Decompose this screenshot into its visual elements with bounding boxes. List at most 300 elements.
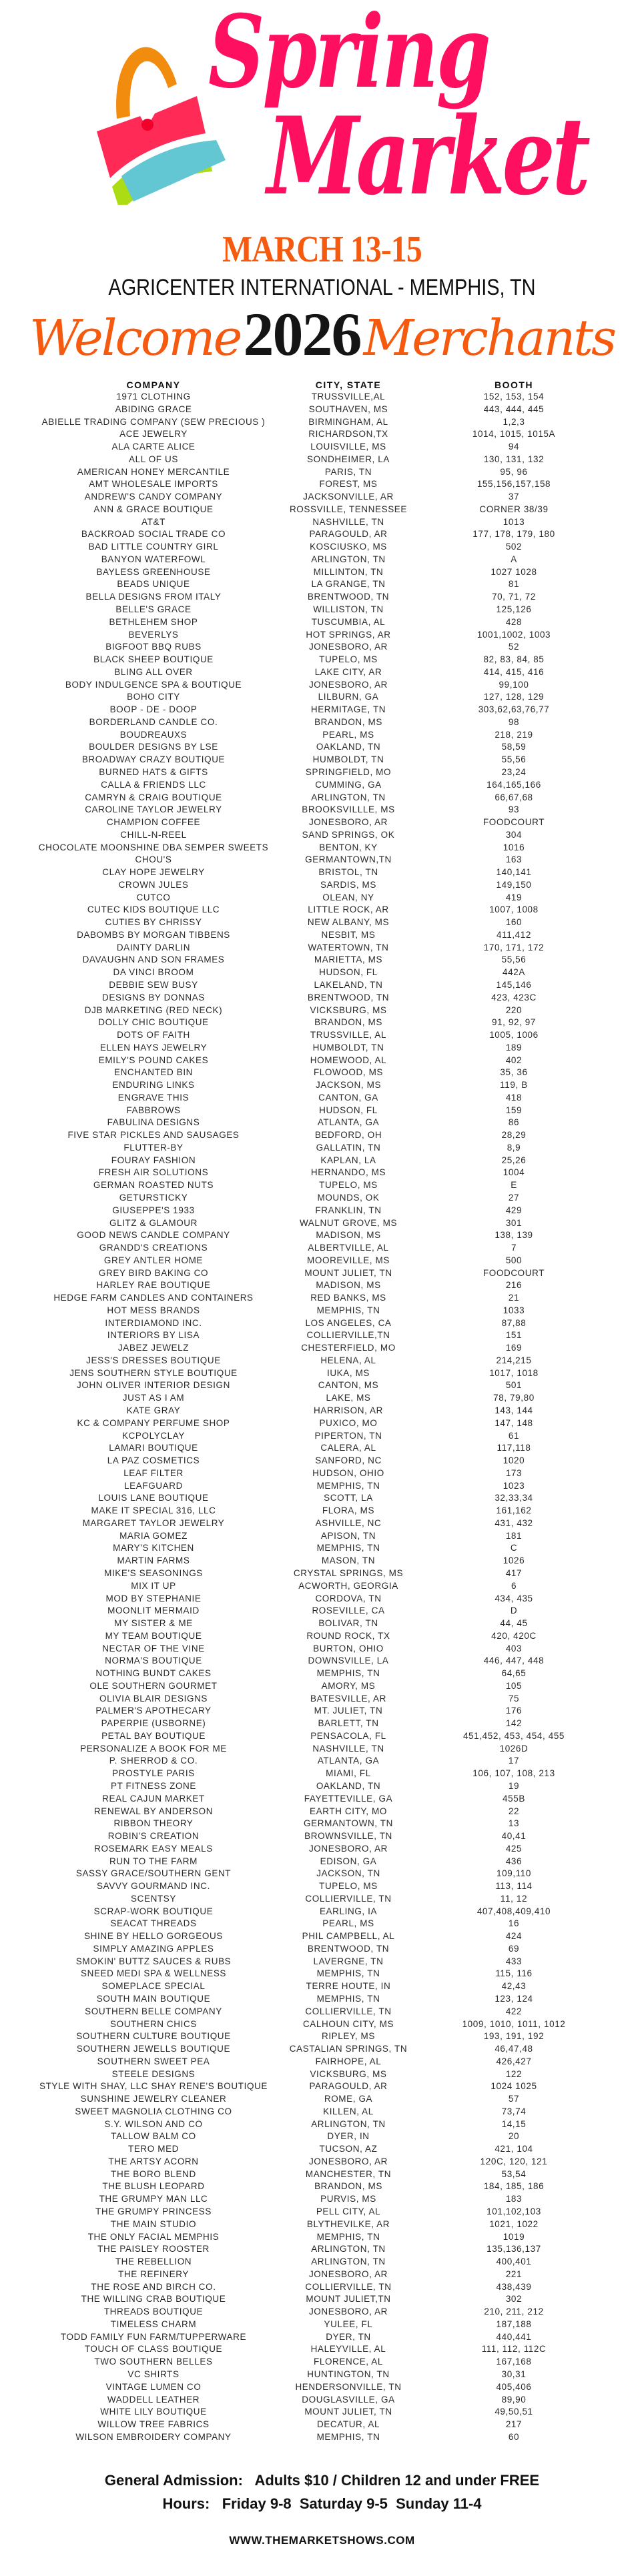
table-row: [0, 1329, 644, 1342]
table-row: [0, 967, 644, 979]
cell-company: TALLOW BALM CO: [111, 2131, 196, 2142]
cell-company: TWO SOUTHERN BELLES: [94, 2357, 213, 2367]
table-row: [0, 1968, 644, 1980]
table-row: [0, 1705, 644, 1718]
cell-city-state: CALERA, AL: [320, 1443, 376, 1453]
cell-city-state: BOLIVAR, TN: [318, 1618, 378, 1629]
table-row: [0, 2356, 644, 2369]
cell-booth: 119, B: [500, 1080, 528, 1091]
cell-company: DOLLY CHIC BOUTIQUE: [98, 1017, 209, 1028]
cell-booth: 37: [508, 492, 520, 502]
table-row: [0, 679, 644, 692]
cell-booth: 1004: [503, 1167, 525, 1178]
cell-city-state: NESBIT, MS: [321, 929, 376, 940]
table-row: [0, 1818, 644, 1830]
cell-city-state: KILLEN, AL: [323, 2106, 374, 2116]
cell-company: ALA CARTE ALICE: [111, 442, 196, 452]
cell-city-state: PELL CITY, AL: [316, 2206, 381, 2217]
cell-city-state: GERMANTOWN, TN: [304, 1818, 393, 1829]
cell-city-state: MOUNDS, OK: [317, 1193, 380, 1203]
cell-company: STEELE DESIGNS: [111, 2068, 196, 2079]
cell-city-state: ROUND ROCK, TX: [306, 1630, 390, 1641]
cell-booth: 93: [508, 804, 520, 815]
cell-city-state: MEMPHIS, TN: [316, 1968, 380, 1979]
cell-city-state: KAPLAN, LA: [320, 1155, 376, 1165]
table-row: [0, 2106, 644, 2118]
table-row: [0, 2080, 644, 2093]
cell-city-state: FLORENCE, AL: [314, 2357, 383, 2367]
cell-booth: 152, 153, 154: [483, 392, 545, 402]
cell-company: BOUDREAUXS: [119, 729, 188, 740]
cell-booth: 443, 444, 445: [483, 404, 545, 414]
table-row: [0, 629, 644, 642]
cell-company: BAD LITTLE COUNTRY GIRL: [88, 542, 219, 552]
table-row: [0, 2281, 644, 2294]
cell-company: BEVERLYS: [128, 629, 179, 640]
cell-company: WILSON EMBROIDERY COMPANY: [75, 2431, 232, 2442]
table-row: [0, 1505, 644, 1517]
cell-booth: 407,408,409,410: [476, 1906, 551, 1916]
website-link[interactable]: WWW.THEMARKETSHOWS.COM: [229, 2534, 415, 2547]
table-row: [0, 1467, 644, 1480]
cell-company: DOTS OF FAITH: [117, 1030, 190, 1041]
cell-booth: 143, 144: [495, 1405, 533, 1416]
cell-city-state: TUSCUMBIA, AL: [311, 616, 386, 627]
cell-booth: 99,100: [499, 679, 529, 690]
cell-company: ROSEMARK EASY MEALS: [94, 1843, 213, 1854]
cell-company: DA VINCI BROOM: [113, 967, 194, 978]
table-row: [0, 454, 644, 466]
cell-company: PERSONALIZE A BOOK FOR ME: [80, 1743, 227, 1754]
cell-booth: 17: [508, 1756, 520, 1766]
table-row: [0, 792, 644, 804]
cell-booth: 181: [505, 1530, 523, 1541]
cell-city-state: MARIETTA, MS: [314, 954, 383, 965]
cell-booth: 1027 1028: [491, 566, 537, 577]
cell-booth: 1001,1002, 1003: [476, 629, 551, 640]
table-row: [0, 829, 644, 842]
cell-city-state: SOUTHAVEN, MS: [308, 404, 388, 414]
cell-company: KC & COMPANY PERFUME SHOP: [77, 1417, 230, 1428]
cell-city-state: JONESBORO, AR: [308, 642, 388, 652]
cell-company: THE ROSE AND BIRCH CO.: [91, 2281, 216, 2292]
cell-city-state: CRYSTAL SPRINGS, MS: [293, 1567, 404, 1578]
table-row: [0, 1292, 644, 1305]
cell-company: THE PAISLEY ROOSTER: [97, 2244, 210, 2255]
cell-company: CHOU'S: [135, 854, 172, 865]
cell-city-state: LA GRANGE, TN: [311, 579, 386, 590]
table-row: [0, 2343, 644, 2356]
cell-company: BEADS UNIQUE: [117, 579, 190, 590]
table-row: [0, 391, 644, 404]
table-row: [0, 616, 644, 629]
column-header-booth: BOOTH: [494, 380, 534, 390]
cell-city-state: SANFORD, NC: [315, 1455, 382, 1466]
cell-city-state: DYER, TN: [326, 2331, 371, 2342]
table-row: [0, 554, 644, 566]
table-row: [0, 2293, 644, 2306]
cell-city-state: NEW ALBANY, MS: [307, 917, 390, 928]
table-row: [0, 729, 644, 742]
cell-booth: 55,56: [501, 754, 527, 765]
cell-booth: 14,15: [501, 2118, 527, 2129]
cell-city-state: SAND SPRINGS, OK: [302, 829, 395, 840]
table-row: [0, 528, 644, 541]
cell-city-state: ACWORTH, GEORGIA: [298, 1580, 398, 1591]
table-row: [0, 1730, 644, 1743]
table-row: [0, 404, 644, 416]
cell-city-state: JONESBORO, AR: [308, 679, 388, 690]
table-row: [0, 741, 644, 754]
cell-company: CROWN JULES: [118, 879, 189, 890]
cell-city-state: LITTLE ROCK, AR: [308, 904, 389, 915]
cell-company: CHOCOLATE MOONSHINE DBA SEMPER SWEETS: [38, 842, 269, 852]
cell-company: CUTCO: [136, 892, 171, 902]
cell-booth: 13: [508, 1818, 520, 1829]
cell-booth: 411,412: [497, 929, 531, 940]
cell-city-state: CORDOVA, TN: [315, 1593, 382, 1603]
cell-company: GRANDD'S CREATIONS: [99, 1243, 208, 1253]
cell-city-state: OAKLAND, TN: [316, 1780, 381, 1791]
cell-city-state: PHIL CAMPBELL, AL: [302, 1931, 395, 1942]
cell-company: SOUTH MAIN BOUTIQUE: [96, 1994, 211, 2004]
table-row: [0, 904, 644, 916]
cell-booth: 420, 420C: [491, 1630, 537, 1641]
cell-city-state: WATERTOWN, TN: [308, 942, 389, 952]
cell-city-state: SARDIS, MS: [320, 879, 376, 890]
merchant-table: [0, 391, 644, 2444]
cell-company: SOUTHERN BELLE COMPANY: [85, 2006, 222, 2016]
cell-company: ACE JEWELRY: [119, 429, 188, 440]
cell-company: BETHLEHEM SHOP: [109, 616, 198, 627]
cell-city-state: JONESBORO, AR: [308, 2156, 388, 2166]
cell-booth: 82, 83, 84, 85: [483, 654, 545, 665]
cell-booth: 27: [508, 1193, 520, 1203]
cell-city-state: PENSACOLA, FL: [310, 1730, 386, 1741]
cell-booth: 149,150: [496, 879, 532, 890]
cell-booth: 140,141: [496, 867, 532, 878]
table-row: [0, 591, 644, 604]
cell-city-state: BENTON, KY: [319, 842, 378, 852]
cell-city-state: BRANDON, MS: [314, 716, 382, 727]
cell-city-state: WALNUT GROVE, MS: [299, 1217, 398, 1228]
table-row: [0, 1117, 644, 1129]
cell-city-state: DECATUR, AL: [316, 2419, 380, 2430]
cell-company: OLE SOUTHERN GOURMET: [89, 1680, 218, 1691]
cell-company: DEBBIE SEW BUSY: [109, 979, 198, 990]
cell-booth: 1009, 1010, 1011, 1012: [462, 2018, 566, 2029]
cell-city-state: RED BANKS, MS: [310, 1293, 386, 1303]
cell-booth: 210, 211, 212: [484, 2307, 544, 2317]
cell-company: GETURSTICKY: [119, 1193, 188, 1203]
table-row: [0, 1943, 644, 1956]
cell-company: GREY ANTLER HOME: [103, 1255, 204, 1265]
cell-company: FABULINA DESIGNS: [107, 1117, 200, 1128]
table-row: [0, 1442, 644, 1455]
table-row: [0, 2256, 644, 2269]
cell-city-state: IUKA, MS: [326, 1367, 370, 1378]
cell-city-state: CALHOUN CITY, MS: [302, 2018, 394, 2029]
cell-company: JESS'S DRESSES BOUTIQUE: [86, 1355, 221, 1365]
table-row: [0, 1643, 644, 1656]
table-row: [0, 1880, 644, 1893]
cell-company: DESIGNS BY DONNAS: [102, 992, 205, 1003]
cell-company: INTERDIAMOND INC.: [105, 1317, 202, 1328]
table-row: [0, 1392, 644, 1405]
cell-booth: 159: [505, 1105, 523, 1115]
cell-city-state: CHESTERFIELD, MO: [301, 1343, 396, 1353]
table-row: [0, 1630, 644, 1643]
cell-booth: FOODCOURT: [482, 817, 545, 828]
cell-booth: 414, 415, 416: [483, 666, 545, 677]
table-row: [0, 1555, 644, 1567]
cell-city-state: ATLANTA, GA: [317, 1117, 380, 1128]
table-row: [0, 992, 644, 1005]
cell-company: PAPERPIE (USBORNE): [101, 1718, 206, 1729]
table-row: [0, 1379, 644, 1392]
cell-company: BOHO CITY: [127, 692, 180, 702]
cell-booth: 218, 219: [495, 729, 533, 740]
cell-company: BIGFOOT BBQ RUBS: [105, 642, 202, 652]
cell-booth: 500: [505, 1255, 523, 1265]
cell-city-state: ARLINGTON, TN: [311, 2118, 386, 2129]
cell-booth: 424: [505, 1931, 523, 1942]
table-row: [0, 2431, 644, 2444]
table-row: [0, 979, 644, 992]
cell-company: RIBBON THEORY: [113, 1818, 194, 1829]
cell-booth: 19: [508, 1780, 520, 1791]
cell-city-state: MANCHESTER, TN: [305, 2168, 392, 2179]
table-row: [0, 842, 644, 854]
cell-company: SUNSHINE JEWELRY CLEANER: [80, 2094, 227, 2104]
table-row: [0, 2406, 644, 2419]
cell-city-state: VICKSBURG, MS: [310, 1005, 387, 1015]
cell-booth: 49,50,51: [495, 2407, 533, 2417]
cell-city-state: DOUGLASVILLE, GA: [302, 2394, 395, 2405]
cell-city-state: MEMPHIS, TN: [316, 1668, 380, 1679]
cell-booth: 53,54: [501, 2168, 527, 2179]
table-row: [0, 1342, 644, 1355]
table-row: [0, 1067, 644, 1079]
cell-booth: 123, 124: [495, 1994, 533, 2004]
admission-info: General Admission: Adults $10 / Children 12 and under FREE: [104, 2472, 540, 2489]
cell-booth: 423, 423C: [491, 992, 537, 1003]
cell-city-state: MOUNT JULIET, TN: [304, 2407, 392, 2417]
table-row: [0, 2056, 644, 2068]
cell-booth: 113, 114: [495, 1881, 533, 1892]
cell-company: DAINTY DARLIN: [116, 942, 191, 952]
table-row: [0, 1517, 644, 1530]
cell-booth: 21: [508, 1293, 520, 1303]
cell-company: SOUTHERN JEWELLS BOUTIQUE: [76, 2044, 231, 2054]
cell-city-state: OLEAN, NY: [322, 892, 374, 902]
table-row: [0, 2231, 644, 2244]
cell-city-state: MIAMI, FL: [326, 1768, 371, 1779]
cell-city-state: BRENTWOOD, TN: [307, 992, 390, 1003]
cell-company: SOUTHERN SWEET PEA: [97, 2056, 210, 2066]
column-header-city-state: CITY, STATE: [315, 380, 382, 390]
table-row: [0, 2068, 644, 2081]
table-row: [0, 2130, 644, 2143]
table-row: [0, 2156, 644, 2168]
cell-company: LAMARI BOUTIQUE: [109, 1443, 198, 1453]
cell-company: THE WILLING CRAB BOUTIQUE: [81, 2294, 226, 2305]
cell-booth: C: [510, 1543, 518, 1553]
cell-company: ANDREW'S CANDY COMPANY: [84, 492, 223, 502]
cell-booth: 147, 148: [495, 1417, 533, 1428]
cell-city-state: COLLIERVILLE,TN: [306, 1330, 390, 1341]
table-row: [0, 1780, 644, 1793]
table-row: [0, 1718, 644, 1730]
cell-city-state: BRANDON, MS: [314, 1017, 382, 1028]
table-row: [0, 516, 644, 529]
table-row: [0, 604, 644, 616]
cell-city-state: BLYTHEVILKE, AR: [306, 2218, 390, 2229]
cell-company: SEACAT THREADS: [110, 1918, 197, 1929]
cell-booth: 1021, 1022: [489, 2218, 539, 2229]
cell-city-state: TUPELO, MS: [319, 1881, 378, 1892]
table-row: [0, 428, 644, 441]
cell-city-state: BURTON, OHIO: [313, 1643, 384, 1654]
cell-company: THE GRUMPY MAN LLC: [99, 2194, 208, 2204]
cell-city-state: HUNTINGTON, TN: [307, 2369, 390, 2379]
table-row: [0, 916, 644, 929]
cell-company: JOHN OLIVER INTERIOR DESIGN: [77, 1380, 230, 1391]
cell-booth: 405,406: [496, 2381, 532, 2392]
cell-company: SNEED MEDI SPA & WELLNESS: [80, 1968, 227, 1979]
table-row: [0, 1492, 644, 1505]
table-row: [0, 1918, 644, 1930]
table-row: [0, 2093, 644, 2106]
table-row: [0, 2306, 644, 2319]
cell-city-state: MEMPHIS, TN: [316, 1543, 380, 1553]
cell-booth: 7: [511, 1243, 517, 1253]
cell-company: PETAL BAY BOUTIQUE: [101, 1730, 206, 1741]
cell-city-state: FOREST, MS: [319, 479, 378, 490]
cell-booth: 221: [505, 2269, 523, 2279]
table-row: [0, 929, 644, 942]
cell-company: INTERIORS BY LISA: [107, 1330, 200, 1341]
cell-booth: 44, 45: [500, 1618, 528, 1629]
cell-city-state: BRISTOL, TN: [318, 867, 378, 878]
cell-booth: 1007, 1008: [489, 904, 539, 915]
cell-city-state: JONESBORO, AR: [308, 2307, 388, 2317]
table-row: [0, 541, 644, 554]
cell-booth: 433: [505, 1956, 523, 1966]
table-row: [0, 2043, 644, 2056]
cell-company: CALLA & FRIENDS LLC: [101, 779, 206, 790]
cell-booth: 1014, 1015, 1015A: [472, 429, 556, 440]
cell-booth: 1033: [503, 1305, 525, 1315]
cell-booth: 25,26: [501, 1155, 527, 1165]
cell-booth: 417: [505, 1567, 523, 1578]
cell-company: HARLEY RAE BOUTIQUE: [96, 1280, 211, 1291]
cell-booth: 217: [505, 2419, 523, 2430]
cell-booth: 426,427: [496, 2056, 532, 2066]
cell-booth: 23,24: [501, 766, 527, 777]
cell-city-state: HUDSON, OHIO: [312, 1467, 384, 1478]
cell-company: CAMRYN & CRAIG BOUTIQUE: [85, 792, 222, 802]
cell-city-state: ARLINGTON, TN: [311, 554, 386, 564]
cell-booth: 160: [505, 917, 523, 928]
cell-city-state: ROME, GA: [324, 2094, 373, 2104]
cell-company: RENEWAL BY ANDERSON: [93, 1806, 214, 1816]
cell-company: JENS SOUTHERN STYLE BOUTIQUE: [69, 1367, 238, 1378]
bag-clasp: [141, 119, 153, 131]
cell-city-state: PIPERTON, TN: [314, 1430, 382, 1441]
table-row: [0, 566, 644, 579]
cell-company: ENCHANTED BIN: [113, 1067, 194, 1078]
table-row: [0, 1205, 644, 1217]
cell-booth: 214,215: [496, 1355, 532, 1365]
table-row: [0, 466, 644, 479]
table-row: [0, 954, 644, 967]
cell-company: ENDURING LINKS: [112, 1080, 195, 1091]
table-row: [0, 1956, 644, 1968]
cell-booth: 145,146: [496, 979, 532, 990]
cell-company: BANYON WATERFOWL: [101, 554, 206, 564]
cell-company: DABOMBS BY MORGAN TIBBENS: [77, 929, 230, 940]
cell-company: THREADS BOUTIQUE: [103, 2307, 204, 2317]
cell-city-state: NASHVILLE, TN: [312, 516, 384, 527]
cell-city-state: HUDSON, FL: [319, 1105, 378, 1115]
cell-booth: 95, 96: [500, 466, 528, 477]
cell-city-state: KOSCIUSKO, MS: [310, 542, 387, 552]
cell-city-state: MT. JULIET, TN: [314, 1706, 383, 1716]
cell-company: TOUCH OF CLASS BOUTIQUE: [84, 2344, 223, 2355]
cell-booth: FOODCOURT: [482, 1267, 545, 1278]
cell-booth: 403: [505, 1643, 523, 1654]
cell-city-state: PARIS, TN: [324, 466, 372, 477]
cell-booth: 105: [505, 1680, 523, 1691]
cell-booth: 155,156,157,158: [476, 479, 551, 490]
cell-company: FABBROWS: [126, 1105, 181, 1115]
table-row: [0, 416, 644, 429]
table-row: [0, 2168, 644, 2181]
cell-city-state: PEARL, MS: [322, 729, 374, 740]
logo-spring: Spring: [208, 0, 489, 111]
cell-city-state: HUDSON, FL: [319, 967, 378, 978]
cell-company: ABIELLE TRADING COMPANY (SEW PRECIOUS ): [41, 416, 266, 427]
table-row: [0, 1255, 644, 1267]
cell-booth: 64,65: [501, 1668, 527, 1679]
table-row: [0, 1405, 644, 1417]
cell-company: DAVAUGHN AND SON FRAMES: [82, 954, 225, 965]
cell-booth: 101,102,103: [487, 2206, 541, 2217]
table-row: [0, 1229, 644, 1242]
table-row: [0, 1042, 644, 1055]
table-row: [0, 716, 644, 729]
cell-city-state: ROSSVILLE, TENNESSEE: [289, 504, 408, 514]
cell-booth: 11, 12: [500, 1893, 528, 1904]
cell-booth: 164,165,166: [487, 779, 541, 790]
cell-city-state: HOT SPRINGS, AR: [306, 629, 391, 640]
cell-city-state: JONESBORO, AR: [308, 817, 388, 828]
cell-city-state: MOUNT JULIET, TN: [304, 1267, 392, 1278]
cell-city-state: EARTH CITY, MO: [310, 1806, 387, 1816]
table-row: [0, 1580, 644, 1593]
cell-booth: 1026: [503, 1555, 525, 1566]
cell-company: SIMPLY AMAZING APPLES: [93, 1943, 214, 1954]
cell-city-state: TRUSSVILLE, AL: [310, 1030, 387, 1041]
table-row: [0, 1105, 644, 1117]
table-row: [0, 1793, 644, 1806]
cell-company: SOUTHERN CHICS: [110, 2018, 197, 2029]
table-row: [0, 1129, 644, 1142]
cell-city-state: PEARL, MS: [322, 1918, 374, 1929]
cell-city-state: MADISON, MS: [316, 1280, 381, 1291]
cell-company: LOUIS LANE BOUTIQUE: [98, 1493, 209, 1503]
